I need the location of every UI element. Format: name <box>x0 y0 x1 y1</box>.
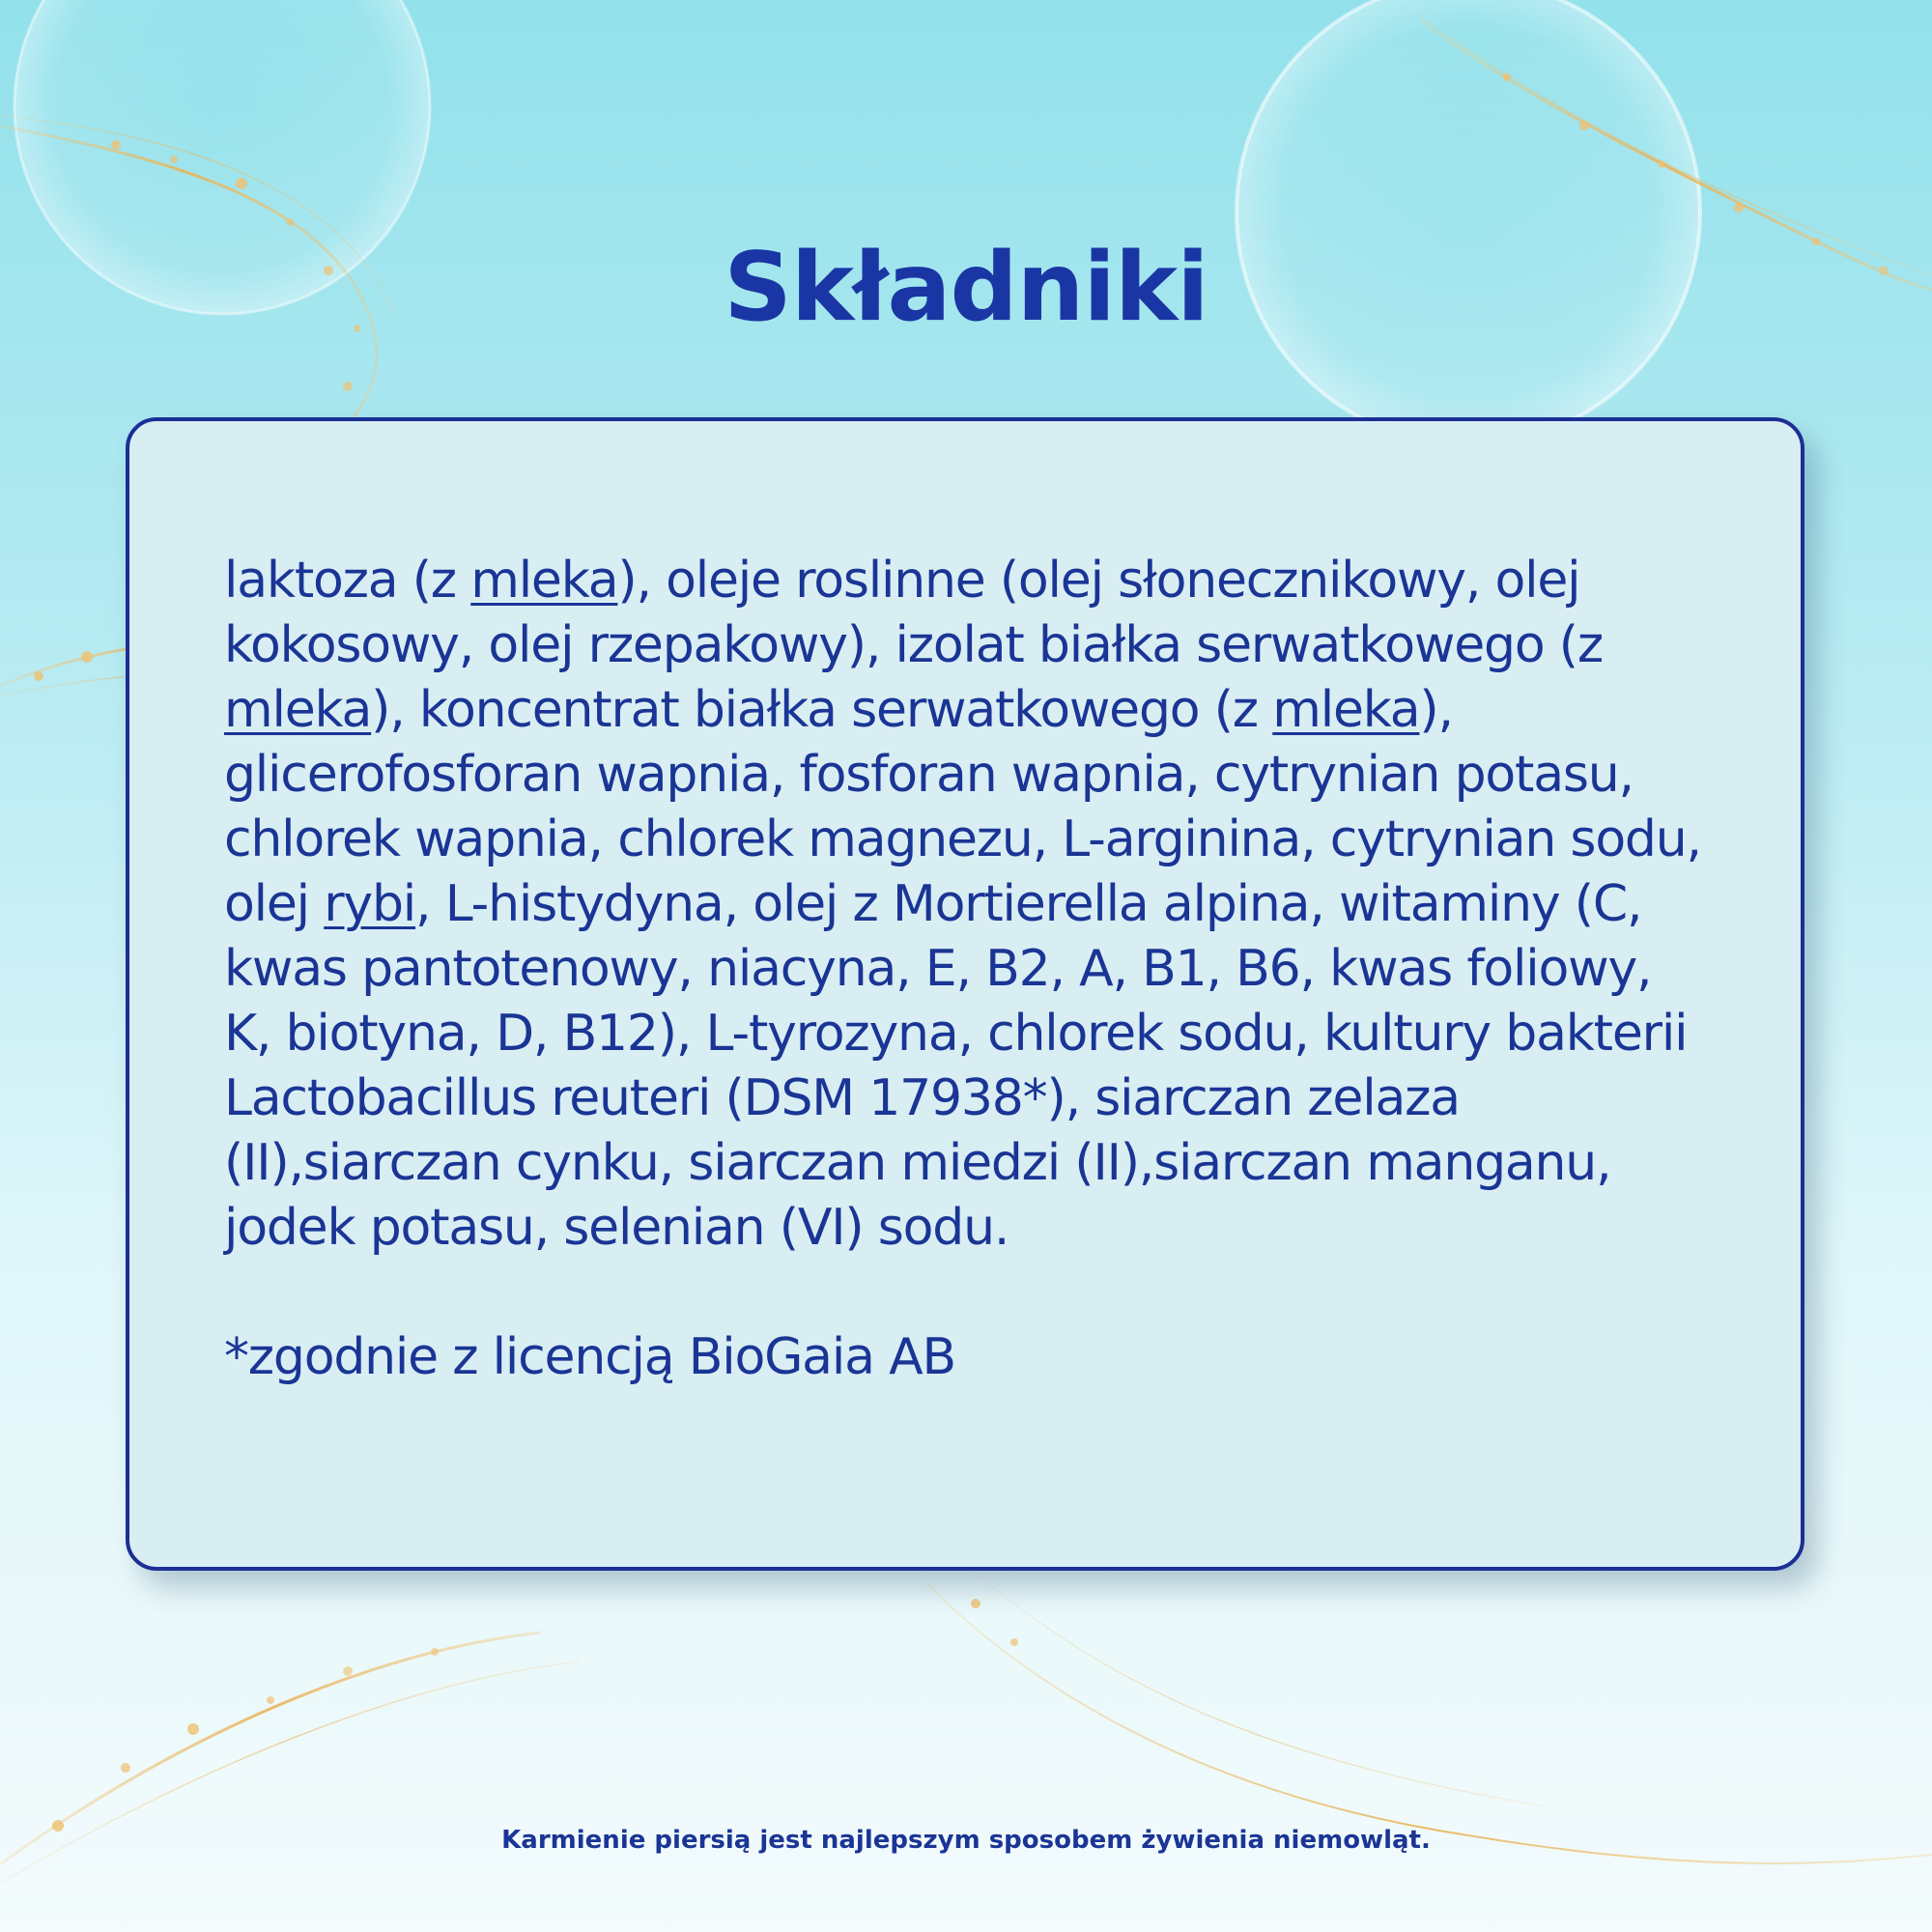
ingredients-segment: ), koncentrat białka serwatkowego (z <box>371 681 1273 739</box>
page-title: Składniki <box>724 233 1208 343</box>
ingredients-segment: , L-histydyna, olej z Mortierella alpina, witaminy (C, kwas pantotenowy, niacyna, E, B2, A, B1, B6, kwas foliowy, K, biotyna, D, B12), L-tyrozyna, chlorek sodu, kultury bakterii Lactobacillus reuteri (DSM 17938*), siarczan zelaza (II),siarczan cynku, siarczan miedzi (II),siarczan manganu, jodek potasu, selenian (VI) sodu. <box>224 875 1688 1257</box>
allergen-milk: mleka <box>1272 681 1420 739</box>
allergen-milk: mleka <box>470 552 618 610</box>
ingredients-segment: laktoza (z <box>224 552 471 610</box>
ingredients-segment: ), glicerofosforan wapnia, fosforan wapnia, cytrynian potasu, chlorek wapnia, chlorek magnezu, L-arginina, cytrynian sodu, olej <box>224 681 1701 933</box>
allergen-milk: mleka <box>224 681 372 739</box>
license-footnote: *zgodnie z licencją BioGaia AB <box>224 1328 955 1386</box>
ingredients-segment: ), oleje roslinne (olej słonecznikowy, olej kokosowy, olej rzepakowy), izolat białka serwatkowego (z <box>224 552 1603 674</box>
ingredients-text <box>224 549 1708 1261</box>
breastfeeding-disclaimer: Karmienie piersią jest najlepszym sposobem żywienia niemowląt. <box>501 1826 1431 1855</box>
allergen-fish: rybi <box>324 875 416 933</box>
bubble-shapes <box>14 0 1700 444</box>
ingredients-card <box>126 417 1804 1571</box>
